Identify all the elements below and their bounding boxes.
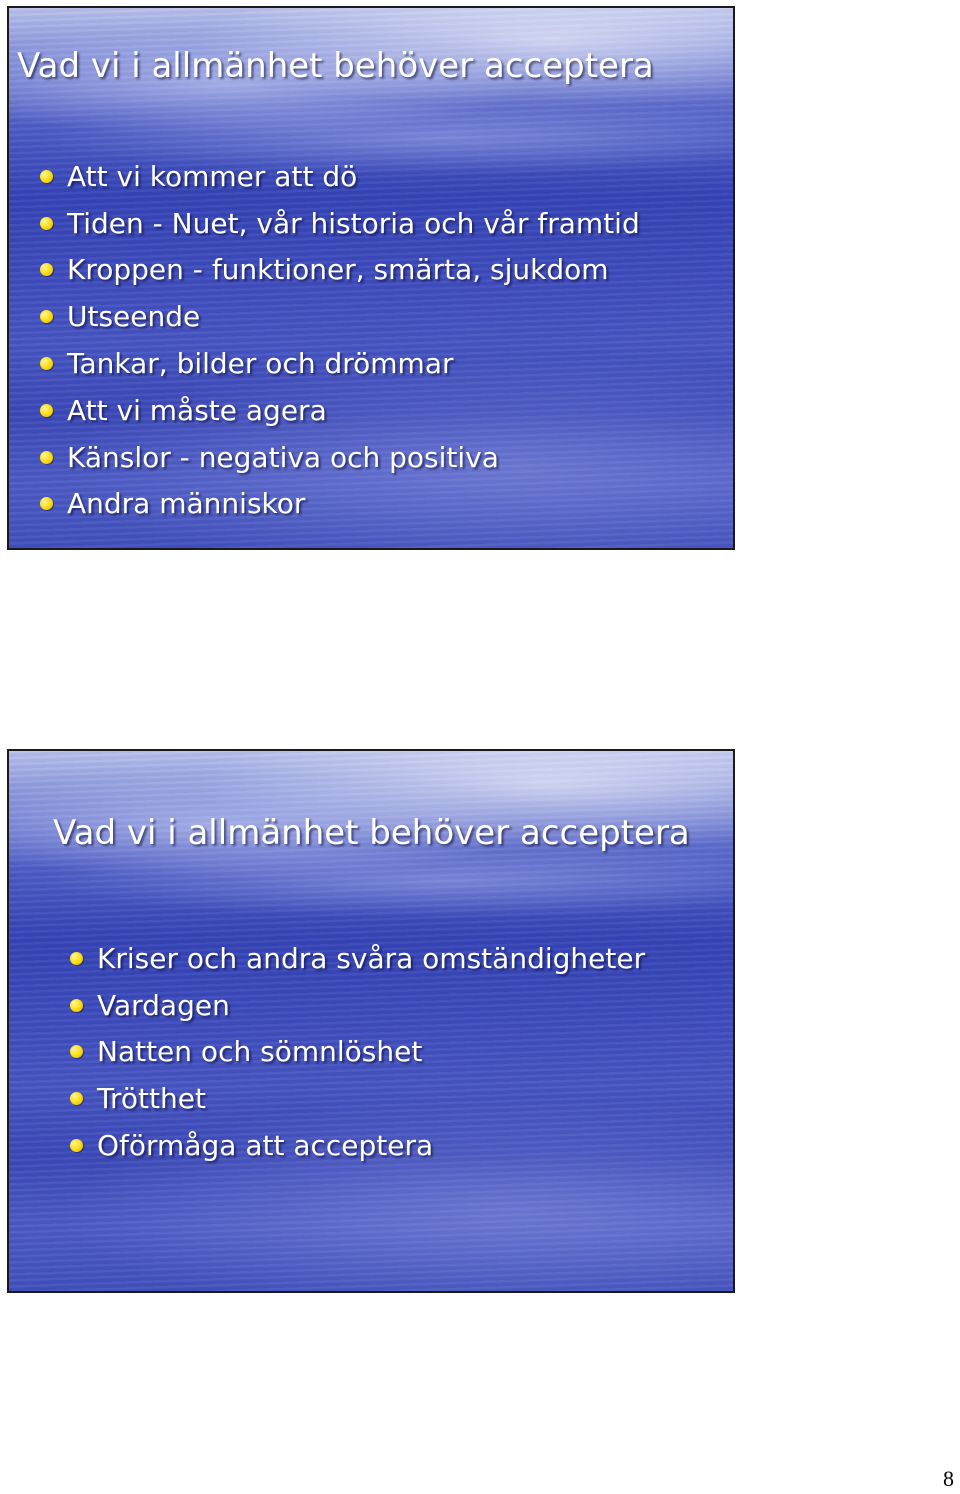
bullet-text: Känslor - negativa och positiva [67,440,499,474]
list-item [70,935,645,982]
bullet-icon [40,497,53,510]
bullet-text: Oförmåga att acceptera [97,1129,434,1163]
bullet-text: Tankar, bilder och drömmar [67,347,454,381]
slide-1 [7,6,735,550]
bullet-text: Vardagen [97,988,230,1022]
list-item [70,1029,645,1076]
bullet-text: Trötthet [97,1082,206,1116]
list-item [40,434,640,481]
list-item [70,1122,645,1169]
bullet-text: Utseende [67,300,201,334]
bullet-icon [70,1045,83,1058]
bullet-text: Natten och sömnlöshet [97,1035,423,1069]
bullet-list [70,935,645,1169]
bullet-icon [40,357,53,370]
bullet-icon [70,1139,83,1152]
bullet-text: Att vi måste agera [67,393,327,427]
bullet-text: Kriser och andra svåra omständigheter [97,941,646,975]
bullet-icon [40,451,53,464]
bullet-icon [70,999,83,1012]
list-item [40,247,640,294]
bullet-icon [40,263,53,276]
bullet-list [40,153,640,527]
bullet-text: Andra människor [67,487,306,521]
slide-title: Vad vi i allmänhet behöver acceptera [53,813,690,853]
list-item [70,1075,645,1122]
bullet-text: Kroppen - funktioner, smärta, sjukdom [67,253,609,287]
slide-title: Vad vi i allmänhet behöver acceptera [17,46,654,86]
bullet-text: Tiden - Nuet, vår historia och vår framtid [67,206,640,240]
slide-2 [7,749,735,1293]
list-item [40,200,640,247]
list-item [70,982,645,1029]
page-number: 8 [943,1466,954,1491]
bullet-icon [40,404,53,417]
bullet-icon [70,952,83,965]
bullet-icon [40,170,53,183]
bullet-icon [70,1092,83,1105]
list-item [40,481,640,528]
bullet-icon [40,217,53,230]
bullet-icon [40,310,53,323]
list-item [40,153,640,200]
list-item [40,293,640,340]
list-item [40,387,640,434]
list-item [40,340,640,387]
bullet-text: Att vi kommer att dö [67,159,358,193]
